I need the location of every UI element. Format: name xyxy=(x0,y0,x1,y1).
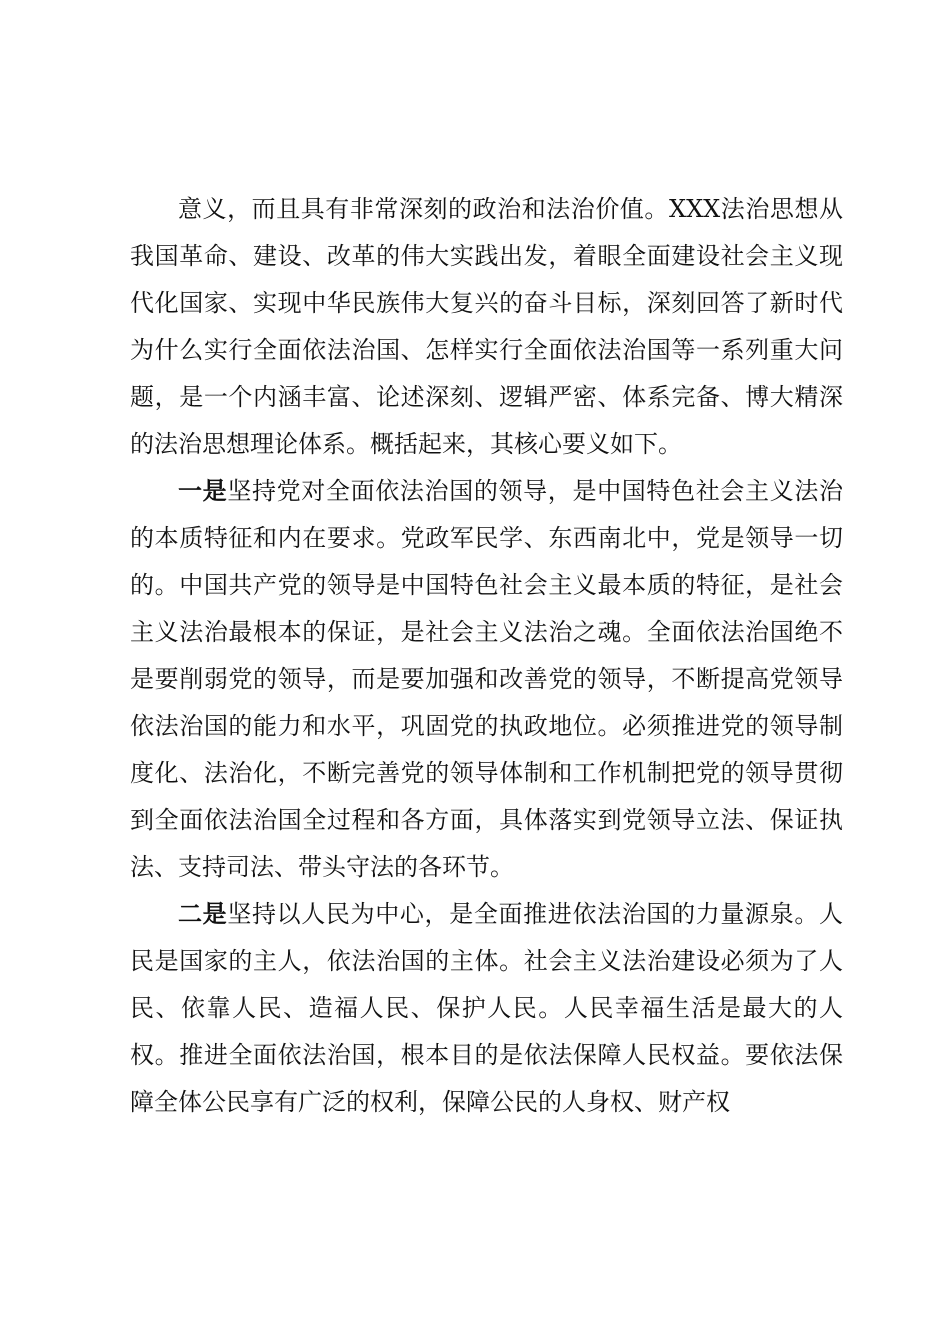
paragraph-intro xyxy=(130,186,843,468)
paragraph-point-two-text: 坚持以人民为中心，是全面推进依法治国的力量源泉。人民是国家的主人，依法治国的主体。社会主义法治建设必须为了人民、依靠人民、造福人民、保护人民。人民幸福生活是最大的人权。推进全面依法治国，根本目的是依法保障人民权益。要依法保障全体公民享有广泛的权利，保障公民的人身权、财产权 xyxy=(130,900,844,1116)
paragraph-point-one-text: 坚持党对全面依法治国的领导，是中国特色社会主义法治的本质特征和内在要求。党政军民学、东西南北中，党是领导一切的。中国共产党的领导是中国特色社会主义最本质的特征，是社会主义法治最根本的保证，是社会主义法治之魂。全面依法治国绝不是要削弱党的领导，而是要加强和改善党的领导，不断提高党领导依法治国的能力和水平，巩固党的执政地位。必须推进党的领导制度化、法治化，不断完善党的领导体制和工作机制把党的领导贯彻到全面依法治国全过程和各方面，具体落实到党领导立法、保证执法、支持司法、带头守法的各环节。 xyxy=(130,477,844,881)
paragraph-intro-text: 意义，而且具有非常深刻的政治和法治价值。XXX法治思想从我国革命、建设、改革的伟大实践出发，着眼全面建设社会主义现代化国家、实现中华民族伟大复兴的奋斗目标，深刻回答了新时代为什么实行全面依法治国、怎样实行全面依法治国等一系列重大问题，是一个内涵丰富、论述深刻、逻辑严密、体系完备、博大精深的法治思想理论体系。概括起来，其核心要义如下。 xyxy=(130,195,843,458)
paragraph-point-two-lead: 二是 xyxy=(178,900,228,928)
paragraph-point-one-lead: 一是 xyxy=(178,477,228,505)
paragraph-point-one xyxy=(130,468,843,891)
paragraph-point-two xyxy=(130,891,843,1126)
document-body xyxy=(130,186,843,1126)
